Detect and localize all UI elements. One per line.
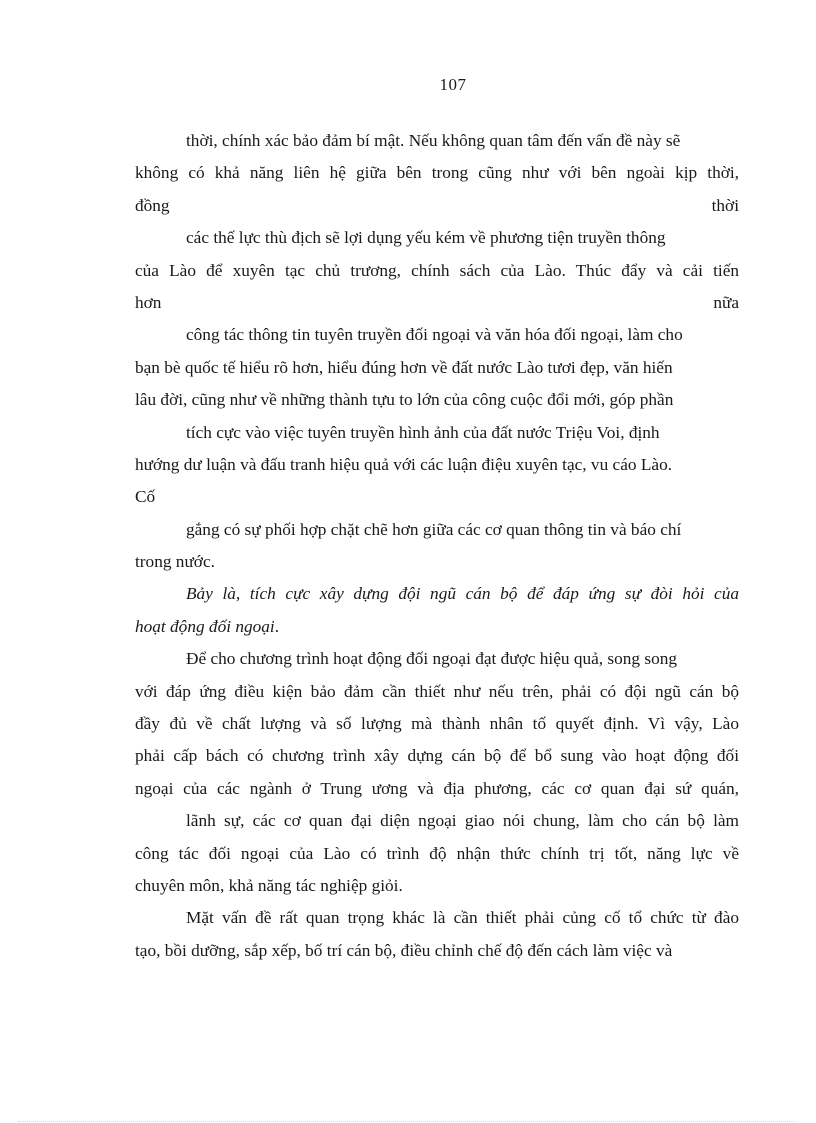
section-heading-line: Bảy là, tích cực xây dựng đội ngũ cán bộ để đáp ứng sự đòi hỏi của [186,584,739,604]
document-body [135,125,739,967]
text-line: công tác thông tin tuyên truyền đối ngoại và văn hóa đối ngoại, làm cho [186,325,683,345]
text-line-split [135,287,739,319]
text-line: của Lào để xuyên tạc chủ trương, chính sách của Lào. Thúc đẩy và cải tiến [135,260,739,280]
text-line-split [135,190,739,222]
text-line: phải cấp bách có chương trình xây dựng cán bộ để bổ sung vào hoạt động đối [135,746,739,766]
section-heading-period: . [274,616,280,636]
line-start-word: đồng [135,195,170,215]
text-line: Cố [135,487,156,507]
line-end-word: nữa [713,292,739,312]
text-line: bạn bè quốc tế hiểu rõ hơn, hiểu đúng hơn về đất nước Lào tươi đẹp, văn hiến [135,357,673,377]
text-line: các thế lực thù địch sẽ lợi dụng yếu kém về phương tiện truyền thông [186,228,666,248]
line-end-word: thời [711,195,739,215]
text-line: tích cực vào việc tuyên truyền hình ảnh của đất nước Triệu Voi, định [186,422,660,442]
text-line: đầy đủ về chất lượng và số lượng mà thành nhân tố quyết định. Vì vậy, Lào [135,714,739,734]
page-number: 107 [439,75,467,94]
text-line: Mặt vấn đề rất quan trọng khác là cần thiết phải củng cố tổ chức từ đào [186,908,739,928]
text-line: với đáp ứng điều kiện bảo đảm cần thiết như nếu trên, phải có đội ngũ cán bộ [135,681,739,701]
text-line: chuyên môn, khả năng tác nghiệp giỏi. [135,875,403,895]
text-line: ngoại của các ngành ở Trung ương và địa phương, các cơ quan đại sứ quán, [135,778,739,798]
line-start-word: hơn [135,292,162,312]
text-line: trong nước. [135,552,215,572]
text-line: tạo, bồi dưỡng, sắp xếp, bố trí cán bộ, điều chỉnh chế độ đến cách làm việc và [135,940,673,960]
text-line: không có khả năng liên hệ giữa bên trong cũng như với bên ngoài kịp thời, [135,163,739,183]
page-bottom-border [18,1121,794,1122]
text-line: hướng dư luận và đấu tranh hiệu quả với các luận điệu xuyên tạc, vu cáo Lào. [135,454,673,474]
section-heading-line [135,611,739,643]
text-line: gắng có sự phối hợp chặt chẽ hơn giữa các cơ quan thông tin và báo chí [186,519,682,539]
section-heading-italic: hoạt động đối ngoại [135,616,275,636]
text-line: thời, chính xác bảo đảm bí mật. Nếu không quan tâm đến vấn đề này sẽ [186,131,681,150]
text-line: lãnh sự, các cơ quan đại diện ngoại giao nói chung, làm cho cán bộ làm [186,811,739,831]
text-line: công tác đối ngoại của Lào có trình độ nhận thức chính trị tốt, năng lực về [135,843,739,863]
text-line: lâu đời, cũng như về những thành tựu to lớn của công cuộc đổi mới, góp phần [135,390,674,410]
text-line: Để cho chương trình hoạt động đối ngoại đạt được hiệu quả, song song [186,649,678,669]
